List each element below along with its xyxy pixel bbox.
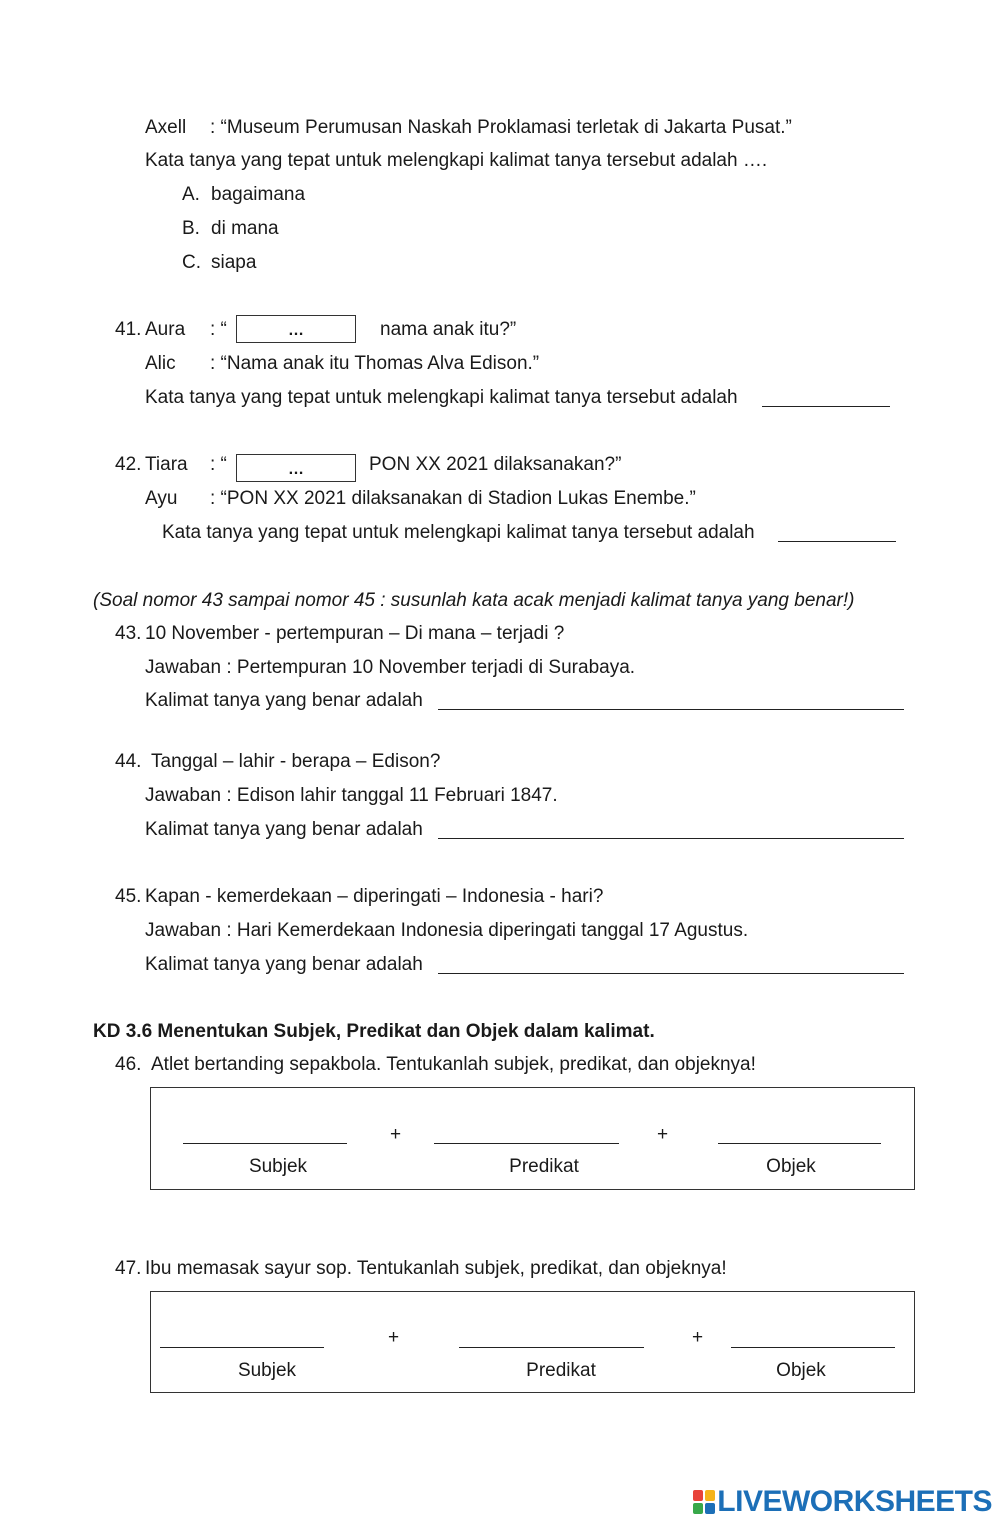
- option-letter: A.: [182, 184, 200, 205]
- q42-open-quote: : “: [210, 454, 227, 475]
- q45-number: 45.: [115, 886, 142, 907]
- q46-plus-1: +: [390, 1124, 402, 1145]
- option-text[interactable]: bagaimana: [211, 184, 306, 205]
- q42-speaker2: Ayu: [145, 488, 178, 509]
- liveworksheets-logo-icon: [693, 1490, 715, 1514]
- q41-number: 41.: [115, 319, 142, 340]
- q47-answer-box: [150, 1291, 915, 1393]
- q43-words: 10 November - pertempuran – Di mana – terjadi ?: [145, 623, 565, 644]
- q41-after: nama anak itu?”: [380, 319, 517, 340]
- q46-number: 46.: [115, 1054, 142, 1075]
- q40-prompt: Kata tanya yang tepat untuk melengkapi kalimat tanya tersebut adalah ….: [145, 150, 768, 171]
- q47-subjek-line[interactable]: [160, 1347, 324, 1348]
- q42-prompt: Kata tanya yang tepat untuk melengkapi kalimat tanya tersebut adalah: [162, 522, 755, 543]
- q41-speaker1: Aura: [145, 319, 186, 340]
- q41-speaker2: Alic: [145, 353, 176, 374]
- q41-open-quote: : “: [210, 319, 227, 340]
- q43-answer-line[interactable]: [438, 709, 904, 710]
- q47-predikat-line[interactable]: [459, 1347, 644, 1348]
- option-text[interactable]: siapa: [211, 252, 257, 273]
- q47-label-subjek: Subjek: [237, 1360, 297, 1381]
- q43-answer: Jawaban : Pertempuran 10 November terjadi di Surabaya.: [145, 657, 636, 678]
- q41-line2: : “Nama anak itu Thomas Alva Edison.”: [210, 353, 540, 374]
- q42-speaker1: Tiara: [145, 454, 188, 475]
- q46-objek-line[interactable]: [718, 1143, 881, 1144]
- q44-words: Tanggal – lahir - berapa – Edison?: [151, 751, 441, 772]
- q42-answer-line[interactable]: [778, 541, 896, 542]
- q46-label-objek: Objek: [766, 1156, 816, 1177]
- liveworksheets-logo-text: LIVEWORKSHEETS: [717, 1485, 992, 1518]
- q46-label-subjek: Subjek: [248, 1156, 308, 1177]
- q42-line2: : “PON XX 2021 dilaksanakan di Stadion Lukas Enembe.”: [210, 488, 696, 509]
- q43-prompt: Kalimat tanya yang benar adalah: [145, 690, 423, 711]
- q42-after: PON XX 2021 dilaksanakan?”: [369, 454, 622, 475]
- q41-blank-input[interactable]: …: [236, 315, 356, 343]
- q47-text: Ibu memasak sayur sop. Tentukanlah subjek, predikat, dan objeknya!: [145, 1258, 727, 1279]
- instruction-text: (Soal nomor 43 sampai nomor 45 : susunlah kata acak menjadi kalimat tanya yang benar!): [93, 590, 855, 611]
- q47-number: 47.: [115, 1258, 142, 1279]
- q46-subjek-line[interactable]: [183, 1143, 347, 1144]
- q46-predikat-line[interactable]: [434, 1143, 619, 1144]
- q42-blank-input[interactable]: …: [236, 454, 356, 482]
- q41-answer-line[interactable]: [762, 406, 890, 407]
- q46-text: Atlet bertanding sepakbola. Tentukanlah subjek, predikat, dan objeknya!: [151, 1054, 756, 1075]
- q46-plus-2: +: [657, 1124, 669, 1145]
- q47-plus-1: +: [388, 1327, 400, 1348]
- q44-answer: Jawaban : Edison lahir tanggal 11 Februari 1847.: [145, 785, 558, 806]
- section-heading: KD 3.6 Menentukan Subjek, Predikat dan Objek dalam kalimat.: [93, 1021, 655, 1042]
- q47-plus-2: +: [692, 1327, 704, 1348]
- q44-prompt: Kalimat tanya yang benar adalah: [145, 819, 423, 840]
- q44-number: 44.: [115, 751, 142, 772]
- q46-label-predikat: Predikat: [509, 1156, 579, 1177]
- q45-words: Kapan - kemerdekaan – diperingati – Indonesia - hari?: [145, 886, 604, 907]
- q42-number: 42.: [115, 454, 142, 475]
- q47-label-objek: Objek: [776, 1360, 826, 1381]
- q44-answer-line[interactable]: [438, 838, 904, 839]
- q40-speaker: Axell: [145, 117, 187, 138]
- q47-objek-line[interactable]: [731, 1347, 895, 1348]
- q45-answer: Jawaban : Hari Kemerdekaan Indonesia diperingati tanggal 17 Agustus.: [145, 920, 749, 941]
- q43-number: 43.: [115, 623, 142, 644]
- option-letter: B.: [182, 218, 200, 239]
- q40-line: : “Museum Perumusan Naskah Proklamasi terletak di Jakarta Pusat.”: [210, 117, 792, 138]
- q47-label-predikat: Predikat: [526, 1360, 596, 1381]
- q46-answer-box: [150, 1087, 915, 1190]
- q41-prompt: Kata tanya yang tepat untuk melengkapi kalimat tanya tersebut adalah: [145, 387, 738, 408]
- option-letter: C.: [182, 252, 201, 273]
- liveworksheets-logo: [693, 1482, 992, 1522]
- q45-answer-line[interactable]: [438, 973, 904, 974]
- q45-prompt: Kalimat tanya yang benar adalah: [145, 954, 423, 975]
- option-text[interactable]: di mana: [211, 218, 279, 239]
